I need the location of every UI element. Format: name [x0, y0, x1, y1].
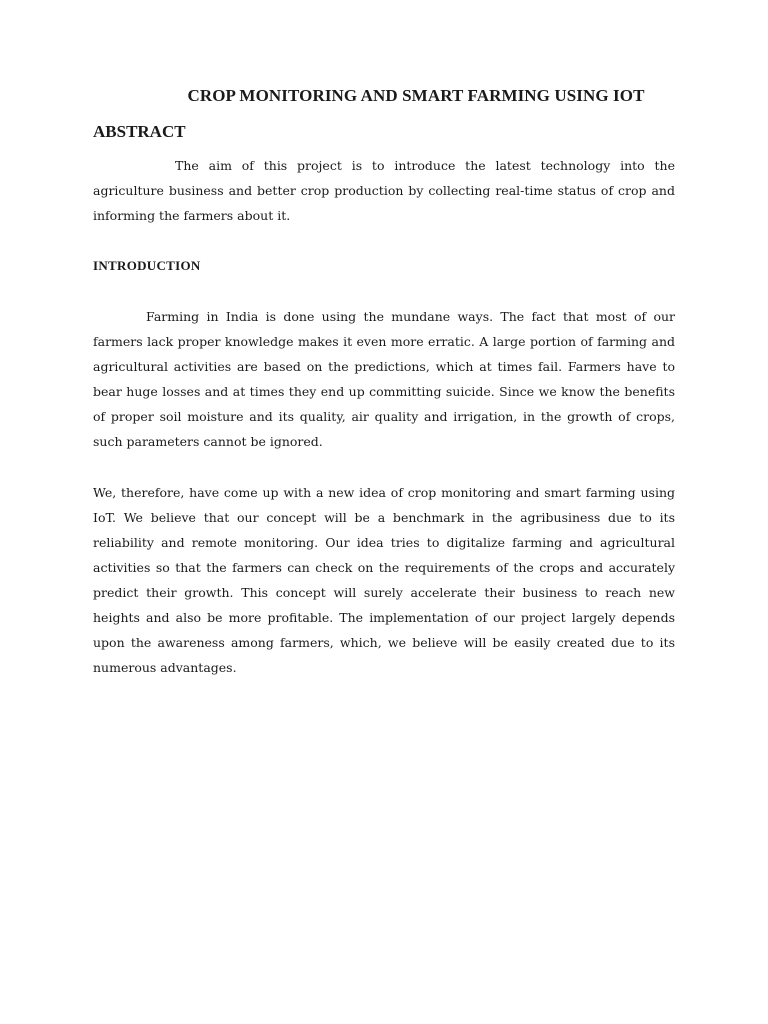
introduction-paragraph-1: Farming in India is done using the mundane ways. The fact that most of our farmers lack proper knowledge makes it even more erratic. A large portion of farming and agricultural activities are based on the predictions, which at times fail. Farmers have to bear huge losses and at times they end up committing suicide. Since we know the benefits of proper soil moisture and its quality, air quality and irrigation, in the growth of crops, such parameters cannot be ignored. [93, 309, 675, 449]
abstract-heading: ABSTRACT [93, 122, 186, 141]
document-title: CROP MONITORING AND SMART FARMING USING IOT [187, 86, 645, 105]
abstract-paragraph: The aim of this project is to introduce the latest technology into the agriculture business and better crop production by collecting real-time status of crop and informing the farmers about it. [93, 158, 675, 223]
introduction-heading: INTRODUCTION [93, 258, 201, 273]
introduction-paragraph-2: We, therefore, have come up with a new idea of crop monitoring and smart farming using IoT. We believe that our concept will be a benchmark in the agribusiness due to its reliability and remote monitoring. Our idea tries to digitalize farming and agricultural activities so that the farmers can check on the requirements of the crops and accurately predict their growth. This concept will surely accelerate their business to reach new heights and also be more profitable. The implementation of our project largely depends upon the awareness among farmers, which, we believe will be easily created due to its numerous advantages. [93, 485, 675, 675]
